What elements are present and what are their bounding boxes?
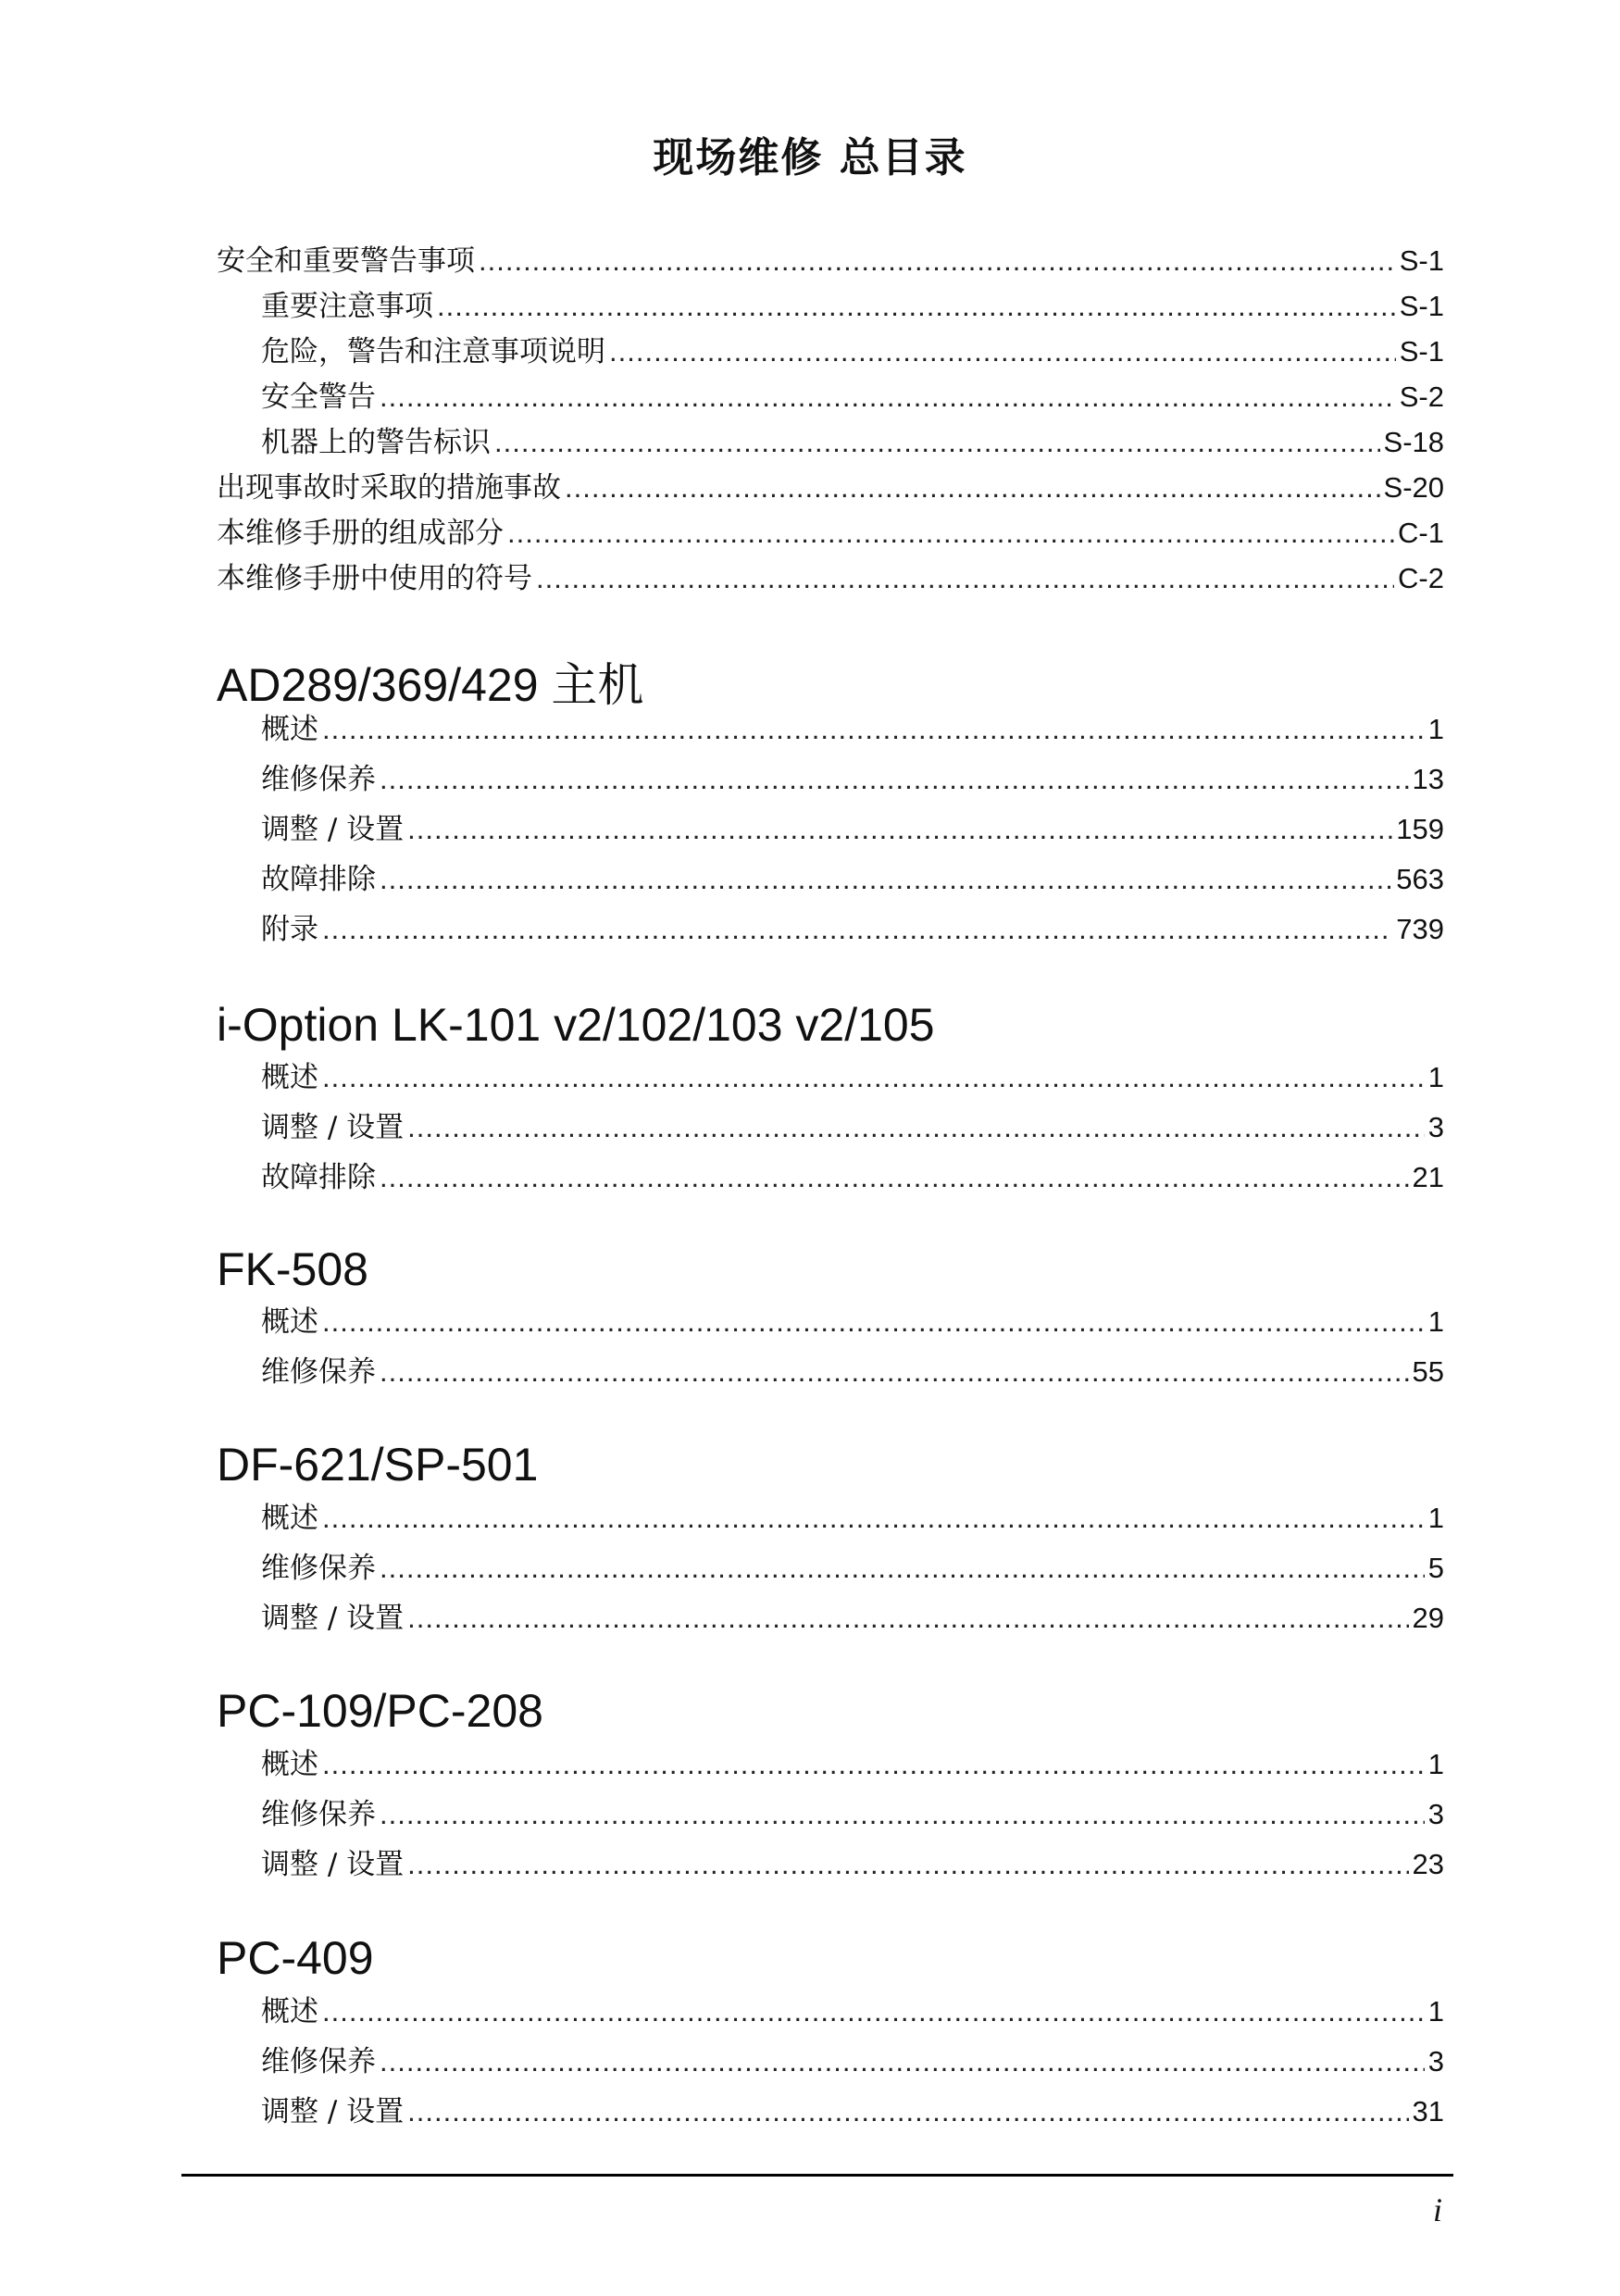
toc-entry[interactable] [217,518,1444,564]
toc-entry-label: 调整 / 设置 [261,1848,405,1881]
leader-dots [322,1997,1425,2026]
toc-entry[interactable] [217,246,1444,292]
toc-entry-label: 调整 / 设置 [261,1602,405,1635]
toc-entry[interactable] [217,1554,1444,1603]
toc-entry-label: 维修保养 [261,1798,376,1831]
toc-entry-page: S-1 [1399,290,1444,322]
leader-dots [380,382,1396,411]
toc-entry-label: 本维修手册的组成部分 [217,517,504,550]
toc-entry[interactable] [217,1113,1444,1163]
leader-dots [494,428,1380,456]
toc-entry-label: 概述 [261,1748,318,1781]
toc-entry-page: 29 [1412,1602,1444,1634]
leader-dots [407,1850,1408,1878]
section-heading: AD289/369/429 主机 [217,659,644,711]
section-toc [217,715,1444,965]
toc-entry-label: 调整 / 设置 [261,813,405,846]
leader-dots [536,564,1394,593]
leader-dots [322,715,1425,743]
leader-dots [322,1504,1425,1532]
toc-entry-page: 5 [1427,1552,1444,1584]
toc-entry[interactable] [217,1850,1444,1900]
toc-entry[interactable] [217,382,1444,428]
leader-dots [565,473,1380,502]
toc-entry-label: 调整 / 设置 [261,2095,405,2128]
section-heading: PC-409 [217,1932,374,1984]
toc-entry-label: 维修保养 [261,763,376,796]
toc-entry[interactable] [217,1504,1444,1554]
toc-entry[interactable] [217,292,1444,337]
toc-entry[interactable] [217,337,1444,382]
leader-dots [407,815,1392,843]
toc-entry-page: 563 [1396,863,1444,895]
toc-entry-page: S-2 [1399,381,1444,413]
toc-entry-page: C-2 [1398,562,1444,594]
section-toc [217,1063,1444,1213]
toc-entry-page: 1 [1427,1748,1444,1780]
toc-entry-page: 1 [1427,1061,1444,1093]
toc-entry-label: 概述 [261,1061,318,1094]
leader-dots [322,1307,1425,1336]
leader-dots [507,518,1394,547]
toc-entry-label: 重要注意事项 [261,290,433,323]
toc-entry-label: 概述 [261,1305,318,1339]
footer-page-number: i [1433,2191,1443,2228]
toc-entry-page: C-1 [1398,517,1444,549]
section-toc [217,1997,1444,2147]
toc-entry-label: 出现事故时采取的措施事故 [217,471,561,505]
toc-entry[interactable] [217,2097,1444,2147]
leader-dots [479,246,1396,275]
toc-entry-page: 3 [1427,2045,1444,2078]
toc-entry[interactable] [217,2047,1444,2097]
toc-entry-label: 概述 [261,1995,318,2028]
toc-entry-label: 附录 [261,913,318,946]
leader-dots [322,1750,1425,1778]
toc-entry-label: 机器上的警告标识 [261,426,491,459]
toc-entry-label: 故障排除 [261,863,376,896]
toc-entry-label: 故障排除 [261,1161,376,1194]
toc-entry[interactable] [217,815,1444,865]
front-matter-toc [217,246,1444,609]
toc-entry[interactable] [217,715,1444,765]
leader-dots [380,1800,1425,1828]
toc-entry-page: 23 [1412,1848,1444,1880]
leader-dots [437,292,1396,320]
toc-entry-label: 概述 [261,1502,318,1535]
leader-dots [380,1554,1425,1582]
toc-entry[interactable] [217,865,1444,915]
leader-dots [380,865,1392,893]
section-toc [217,1307,1444,1407]
toc-entry-page: S-1 [1399,335,1444,368]
toc-entry[interactable] [217,473,1444,518]
toc-entry-label: 维修保养 [261,2045,376,2078]
toc-entry-page: 1 [1427,1305,1444,1338]
toc-entry-label: 维修保养 [261,1355,376,1389]
toc-entry[interactable] [217,1307,1444,1357]
toc-entry[interactable] [217,1750,1444,1800]
leader-dots [380,1357,1409,1386]
toc-entry-label: 调整 / 设置 [261,1111,405,1144]
toc-entry-page: 55 [1412,1355,1444,1388]
toc-entry-page: 1 [1427,1502,1444,1534]
section-toc [217,1504,1444,1653]
leader-dots [380,765,1409,793]
toc-entry-page: 1 [1427,713,1444,745]
toc-entry-page: 31 [1412,2095,1444,2128]
toc-entry[interactable] [217,1603,1444,1653]
leader-dots [407,1113,1425,1142]
toc-entry-page: 3 [1427,1798,1444,1830]
toc-entry-label: 危险，警告和注意事项说明 [261,335,605,368]
toc-entry-label: 概述 [261,713,318,746]
toc-entry-page: 739 [1396,913,1444,945]
toc-entry-page: 21 [1412,1161,1444,1193]
section-toc [217,1750,1444,1900]
toc-entry-page: 1 [1427,1995,1444,2028]
section-heading: i-Option LK-101 v2/102/103 v2/105 [217,999,935,1051]
page-title: 现场维修 总目录 [653,134,967,181]
toc-entry-label: 本维修手册中使用的符号 [217,562,532,595]
toc-entry[interactable] [217,1997,1444,2047]
leader-dots [407,1603,1408,1632]
toc-entry[interactable] [217,1800,1444,1850]
toc-entry[interactable] [217,1063,1444,1113]
toc-entry-label: 安全和重要警告事项 [217,244,475,278]
leader-dots [380,1163,1409,1192]
toc-entry-page: S-1 [1399,244,1444,277]
leader-dots [609,337,1396,366]
toc-entry-page: 13 [1412,763,1444,795]
leader-dots [380,2047,1425,2076]
toc-entry-label: 维修保养 [261,1552,376,1585]
section-heading: PC-109/PC-208 [217,1685,543,1737]
toc-entry[interactable] [217,765,1444,815]
leader-dots [322,1063,1425,1092]
toc-entry-page: S-20 [1383,471,1444,504]
toc-entry[interactable] [217,1357,1444,1407]
section-heading: DF-621/SP-501 [217,1439,539,1491]
toc-entry[interactable] [217,1163,1444,1213]
toc-entry-page: 159 [1396,813,1444,845]
toc-entry-page: S-18 [1383,426,1444,458]
toc-entry-page: 3 [1427,1111,1444,1143]
footer-divider [181,2174,1453,2177]
toc-entry[interactable] [217,564,1444,609]
leader-dots [322,915,1392,943]
toc-entry[interactable] [217,428,1444,473]
toc-entry[interactable] [217,915,1444,965]
toc-entry-label: 安全警告 [261,381,376,414]
section-heading: FK-508 [217,1243,368,1295]
leader-dots [407,2097,1408,2126]
